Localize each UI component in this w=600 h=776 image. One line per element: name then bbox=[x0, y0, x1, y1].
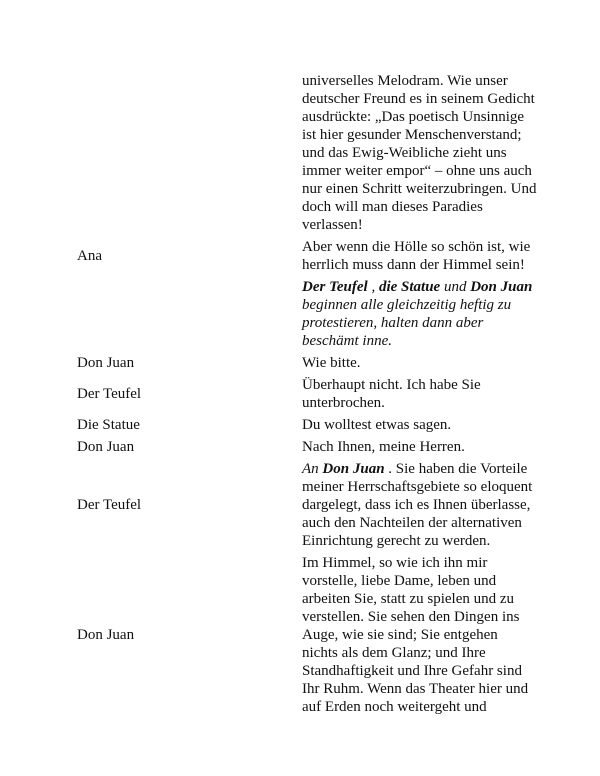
dialogue-row bbox=[73, 414, 537, 436]
speaker-name: Ana bbox=[77, 248, 102, 264]
speaker-name: Der Teufel bbox=[77, 497, 142, 513]
direction-separator: , bbox=[367, 279, 379, 295]
dialogue-line: Nach Ihnen, meine Herren. bbox=[302, 439, 465, 455]
speaker-name bbox=[73, 276, 302, 352]
stage-direction bbox=[302, 276, 537, 352]
dialogue-line: Überhaupt nicht. Ich habe Sie unterbrochen. bbox=[302, 377, 481, 411]
dialogue-row bbox=[73, 236, 537, 276]
speaker-name: Don Juan bbox=[77, 627, 135, 643]
direction-text: An bbox=[302, 461, 323, 477]
speaker-name: Die Statue bbox=[77, 417, 140, 433]
speaker-name: Der Teufel bbox=[77, 386, 142, 402]
direction-text: beginnen alle gleichzeitig heftig zu protestieren, halten dann aber beschämt inne. bbox=[302, 297, 512, 349]
character-name: Don Juan bbox=[322, 461, 385, 477]
stage-direction bbox=[302, 461, 385, 477]
dialogue-row bbox=[73, 352, 537, 374]
direction-separator: und bbox=[440, 279, 471, 295]
dialogue-line bbox=[302, 458, 537, 552]
dialogue-text: . Sie haben die Vorteile meiner Herrschaftsgebiete so eloquent dargelegt, dass ich es Ihnen überlasse, auch den Nachteilen der alternativen Einrichtung gerecht zu werden. bbox=[302, 461, 533, 549]
stage-direction-row bbox=[73, 276, 537, 352]
dialogue-table bbox=[73, 70, 537, 718]
character-name: die Statue bbox=[378, 279, 441, 295]
dialogue-row bbox=[73, 70, 537, 236]
dialogue-line: Du wolltest etwas sagen. bbox=[302, 417, 452, 433]
dialogue-line: Aber wenn die Hölle so schön ist, wie herrlich muss dann der Himmel sein! bbox=[302, 239, 531, 273]
dialogue-row bbox=[73, 552, 537, 718]
character-name: Don Juan bbox=[470, 279, 533, 295]
speaker-name: Don Juan bbox=[77, 439, 135, 455]
character-name: Der Teufel bbox=[302, 279, 368, 295]
dialogue-line: Wie bitte. bbox=[302, 355, 361, 371]
dialogue-line: Im Himmel, so wie ich ihn mir vorstelle, liebe Dame, leben und arbeiten Sie, statt zu spielen und zu verstellen. Sie sehen den Dingen ins Auge, wie sie sind; Sie entgehen nichts als dem Glanz; und Ihre Standhaftigkeit und Ihre Gefahr sind Ihr Ruhm. Wenn das Theater hier und auf Erden noch weitergeht und bbox=[302, 555, 529, 715]
dialogue-row bbox=[73, 458, 537, 552]
speaker-name: Don Juan bbox=[77, 355, 135, 371]
speaker-name bbox=[73, 70, 302, 236]
dialogue-row bbox=[73, 436, 537, 458]
dialogue-line: universelles Melodram. Wie unser deutscher Freund es in seinem Gedicht ausdrückte: „Das poetisch Unsinnige ist hier gesunder Menschenverstand; und das Ewig-Weibliche zieht uns immer weiter empor“ – ohne uns auch nur einen Schritt weiterzubringen. Und doch will man dieses Paradies verlassen! bbox=[302, 73, 537, 233]
dialogue-row bbox=[73, 374, 537, 414]
